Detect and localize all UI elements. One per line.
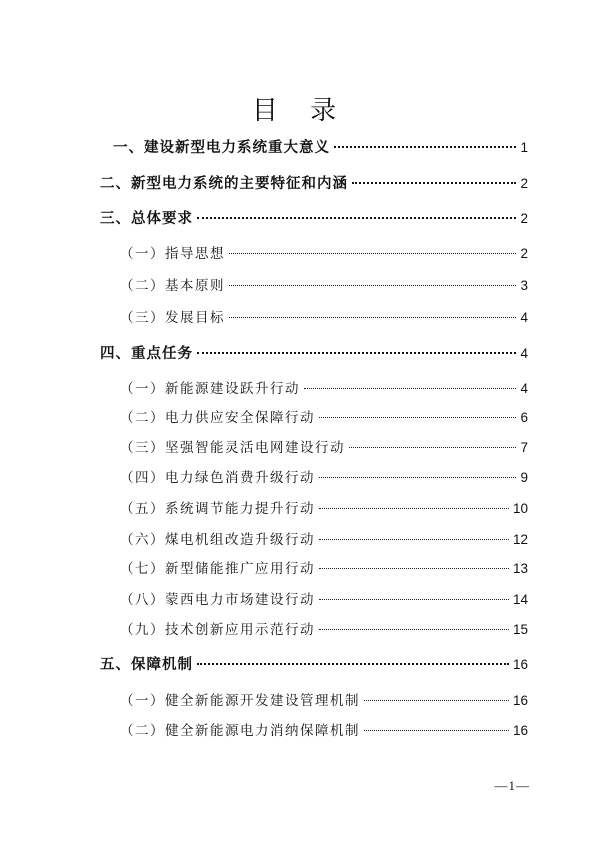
toc-entry-title: （三）发展目标 [120,310,225,326]
toc-page-number: 2 [520,211,528,226]
toc-entry-3-3[interactable] [120,306,528,326]
toc-entry-4-4[interactable] [120,466,528,486]
toc-entry-title: 三、总体要求 [100,211,193,227]
dot-leader [319,568,509,569]
toc-entry-section-4[interactable] [100,342,528,362]
toc-entry-title: （二）电力供应安全保障行动 [120,410,315,426]
dot-leader [319,539,509,540]
dot-leader [229,285,516,286]
toc-entry-4-1[interactable] [120,377,528,397]
toc-entry-4-2[interactable] [120,406,528,426]
toc-entry-5-1[interactable] [120,689,528,709]
toc-entry-4-8[interactable] [120,588,528,608]
toc-entry-3-2[interactable] [120,274,528,294]
toc-page-number: 2 [520,246,528,261]
toc-entry-title: （五）系统调节能力提升行动 [120,501,315,517]
dot-leader [352,182,516,184]
dot-leader [304,388,516,389]
toc-page-number: 2 [520,176,528,191]
toc-page-number: 4 [520,310,528,325]
toc-entry-title: 一、建设新型电力系统重大意义 [113,140,330,156]
toc-entry-title: （一）指导思想 [120,246,225,262]
toc-entry-5-2[interactable] [120,719,528,739]
dot-leader [319,477,516,478]
toc-entry-title: 四、重点任务 [100,346,193,362]
toc-entry-title: （二）基本原则 [120,278,225,294]
toc-entry-section-2[interactable] [100,172,528,192]
toc-entry-title: （三）坚强智能灵活电网建设行动 [120,440,345,456]
toc-entry-title: （七）新型储能推广应用行动 [120,561,315,577]
dot-leader [197,217,516,219]
toc-entry-section-5[interactable] [100,653,528,673]
toc-entry-4-9[interactable] [120,618,528,638]
toc-entry-4-6[interactable] [120,528,528,548]
toc-page-number: 4 [520,346,528,361]
toc-entry-title: （一）健全新能源开发建设管理机制 [120,693,360,709]
toc-entry-section-3[interactable] [100,207,528,227]
dot-leader [364,730,509,731]
dot-leader [349,447,516,448]
toc-entry-title: （二）健全新能源电力消纳保障机制 [120,723,360,739]
toc-page-number: 1 [520,140,528,155]
page-number-footer: —1— [494,778,530,793]
dot-leader [364,700,509,701]
toc-entry-title: （四）电力绿色消费升级行动 [120,470,315,486]
toc-page-number: 4 [520,381,528,396]
dot-leader [197,352,516,354]
toc-entry-3-1[interactable] [120,242,528,262]
dot-leader [229,317,516,318]
toc-page-number: 6 [520,410,528,425]
toc-entry-4-3[interactable] [120,436,528,456]
toc-page-number: 9 [520,470,528,485]
toc-entry-title: （九）技术创新应用示范行动 [120,622,315,638]
dot-leader [334,146,516,148]
toc-entry-4-7[interactable] [120,557,528,577]
toc-entry-title: 五、保障机制 [100,657,193,673]
toc-page-number: 10 [512,501,528,516]
toc-entry-title: 二、新型电力系统的主要特征和内涵 [100,176,348,192]
dot-leader [319,508,509,509]
toc-entry-title: （六）煤电机组改造升级行动 [120,532,315,548]
dot-leader [319,629,509,630]
dot-leader [229,253,516,254]
dot-leader [319,599,509,600]
toc-page-number: 12 [512,532,528,547]
toc-page-number: 7 [520,440,528,455]
toc-page-number: 16 [512,657,528,672]
toc-entry-title: （一）新能源建设跃升行动 [120,381,300,397]
dot-leader [319,417,516,418]
page-title: 目 录 [251,96,349,126]
toc-page-number: 16 [512,723,528,738]
toc-page-number: 16 [512,693,528,708]
toc-page-number: 3 [520,278,528,293]
toc-page-number: 15 [512,622,528,637]
toc-entry-4-5[interactable] [120,497,528,517]
dot-leader [197,663,509,665]
toc-entry-title: （八）蒙西电力市场建设行动 [120,592,315,608]
toc-entry-section-1[interactable] [113,136,528,156]
toc-page-number: 14 [512,592,528,607]
toc-page-number: 13 [512,561,528,576]
